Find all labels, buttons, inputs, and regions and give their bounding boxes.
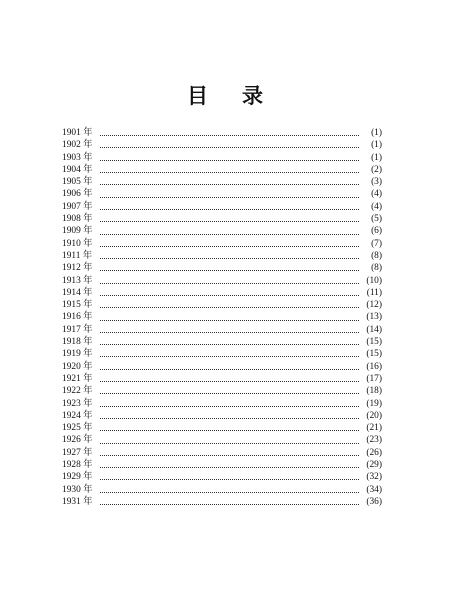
toc-entry-year: 1926 年 — [62, 435, 93, 446]
toc-dot-leader — [100, 171, 359, 173]
toc-dot-leader — [100, 331, 359, 333]
toc-entry[interactable] — [62, 434, 382, 446]
toc-entry-page-number: (2) — [371, 164, 382, 175]
toc-entry[interactable] — [62, 361, 382, 373]
toc-entry-page-number: (6) — [371, 226, 382, 237]
toc-entry-year: 1918 年 — [62, 337, 93, 348]
toc-entry-year: 1917 年 — [62, 324, 93, 335]
toc-dot-leader — [100, 442, 359, 444]
toc-entry-year: 1931 年 — [62, 496, 93, 507]
toc-dot-leader — [100, 220, 359, 222]
toc-dot-leader — [100, 282, 359, 284]
toc-entry-year: 1904 年 — [62, 164, 93, 175]
toc-dot-leader — [100, 478, 359, 480]
toc-entry-page-number: (36) — [366, 496, 382, 507]
toc-entry[interactable] — [62, 287, 382, 299]
toc-entry[interactable] — [62, 262, 382, 274]
toc-entry[interactable] — [62, 164, 382, 176]
table-of-contents — [62, 127, 382, 508]
toc-entry-page-number: (15) — [366, 337, 382, 348]
toc-entry[interactable] — [62, 188, 382, 200]
toc-entry-page-number: (7) — [371, 238, 382, 249]
toc-dot-leader — [100, 417, 359, 419]
toc-entry-year: 1930 年 — [62, 484, 93, 495]
toc-dot-leader — [100, 245, 359, 247]
toc-entry-page-number: (14) — [366, 324, 382, 335]
toc-entry[interactable] — [62, 275, 382, 287]
toc-entry[interactable] — [62, 250, 382, 262]
toc-entry-page-number: (18) — [366, 386, 382, 397]
toc-entry-page-number: (1) — [371, 128, 382, 138]
toc-entry[interactable] — [62, 201, 382, 213]
toc-entry-page-number: (19) — [366, 398, 382, 409]
toc-entry[interactable] — [62, 238, 382, 250]
toc-dot-leader — [100, 368, 359, 370]
toc-entry-page-number: (23) — [366, 435, 382, 446]
toc-entry[interactable] — [62, 385, 382, 397]
toc-dot-leader — [100, 257, 359, 259]
toc-entry-year: 1921 年 — [62, 373, 93, 384]
toc-dot-leader — [100, 466, 359, 468]
toc-dot-leader — [100, 405, 359, 407]
toc-entry-year: 1929 年 — [62, 472, 93, 483]
toc-dot-leader — [100, 491, 359, 493]
toc-dot-leader — [100, 454, 359, 456]
toc-entry-page-number: (15) — [366, 349, 382, 360]
toc-entry-page-number: (5) — [371, 214, 382, 225]
toc-entry[interactable] — [62, 152, 382, 164]
toc-entry-year: 1914 年 — [62, 287, 93, 298]
toc-entry-page-number: (32) — [366, 472, 382, 483]
toc-entry-year: 1902 年 — [62, 140, 93, 151]
title-char-2: 录 — [242, 84, 263, 108]
toc-dot-leader — [100, 134, 359, 136]
toc-entry-year: 1907 年 — [62, 201, 93, 212]
toc-entry-year: 1924 年 — [62, 410, 93, 421]
toc-entry[interactable] — [62, 324, 382, 336]
toc-dot-leader — [100, 380, 359, 382]
toc-dot-leader — [100, 392, 359, 394]
toc-entry-year: 1916 年 — [62, 312, 93, 323]
toc-entry-page-number: (4) — [371, 201, 382, 212]
toc-entry-page-number: (8) — [371, 250, 382, 261]
toc-entry-page-number: (3) — [371, 177, 382, 188]
toc-entry[interactable] — [62, 311, 382, 323]
toc-dot-leader — [100, 146, 359, 148]
toc-entry-page-number: (1) — [371, 152, 382, 163]
toc-entry[interactable] — [62, 348, 382, 360]
toc-entry[interactable] — [62, 496, 382, 508]
toc-dot-leader — [100, 343, 359, 345]
toc-entry-page-number: (10) — [366, 275, 382, 286]
toc-entry[interactable] — [62, 336, 382, 348]
toc-entry[interactable] — [62, 484, 382, 496]
toc-entry-year: 1911 年 — [62, 250, 93, 261]
toc-entry[interactable] — [62, 398, 382, 410]
toc-entry-year: 1920 年 — [62, 361, 93, 372]
toc-entry-page-number: (29) — [366, 460, 382, 471]
toc-entry-year: 1922 年 — [62, 386, 93, 397]
toc-entry[interactable] — [62, 447, 382, 459]
toc-entry-page-number: (16) — [366, 361, 382, 372]
toc-dot-leader — [100, 294, 359, 296]
toc-entry[interactable] — [62, 373, 382, 385]
page-title — [0, 80, 450, 110]
toc-entry-page-number: (20) — [366, 410, 382, 421]
toc-dot-leader — [100, 319, 359, 321]
toc-entry-year: 1908 年 — [62, 214, 93, 225]
toc-entry-page-number: (34) — [366, 484, 382, 495]
toc-entry-year: 1928 年 — [62, 460, 93, 471]
toc-dot-leader — [100, 159, 359, 161]
toc-entry[interactable] — [62, 127, 382, 139]
toc-entry[interactable] — [62, 299, 382, 311]
toc-entry[interactable] — [62, 410, 382, 422]
toc-entry-page-number: (8) — [371, 263, 382, 274]
toc-entry-year: 1912 年 — [62, 263, 93, 274]
toc-entry[interactable] — [62, 176, 382, 188]
toc-entry-page-number: (17) — [366, 373, 382, 384]
toc-entry-year: 1927 年 — [62, 447, 93, 458]
toc-entry[interactable] — [62, 471, 382, 483]
toc-entry-year: 1910 年 — [62, 238, 93, 249]
toc-entry-year: 1905 年 — [62, 177, 93, 188]
toc-entry[interactable] — [62, 213, 382, 225]
toc-entry-year: 1913 年 — [62, 275, 93, 286]
toc-entry[interactable] — [62, 225, 382, 237]
toc-dot-leader — [100, 503, 359, 505]
toc-entry-year: 1906 年 — [62, 189, 93, 200]
toc-entry-year: 1915 年 — [62, 300, 93, 311]
toc-entry-page-number: (26) — [366, 447, 382, 458]
toc-dot-leader — [100, 208, 359, 210]
toc-dot-leader — [100, 196, 359, 198]
toc-entry[interactable] — [62, 459, 382, 471]
toc-dot-leader — [100, 233, 359, 235]
toc-entry-year: 1925 年 — [62, 423, 93, 434]
toc-entry-page-number: (21) — [366, 423, 382, 434]
toc-entry-page-number: (4) — [371, 189, 382, 200]
toc-entry-year: 1903 年 — [62, 152, 93, 163]
toc-entry-page-number: (11) — [366, 287, 382, 298]
toc-entry-year: 1919 年 — [62, 349, 93, 360]
toc-entry-year: 1923 年 — [62, 398, 93, 409]
toc-dot-leader — [100, 269, 359, 271]
toc-entry-year: 1901 年 — [62, 128, 93, 138]
toc-dot-leader — [100, 355, 359, 357]
toc-dot-leader — [100, 306, 359, 308]
toc-entry-page-number: (13) — [366, 312, 382, 323]
toc-entry-year: 1909 年 — [62, 226, 93, 237]
title-char-1: 目 — [187, 84, 208, 108]
toc-dot-leader — [100, 183, 359, 185]
toc-entry[interactable] — [62, 139, 382, 151]
toc-entry[interactable] — [62, 422, 382, 434]
toc-entry-page-number: (1) — [371, 140, 382, 151]
toc-entry-page-number: (12) — [366, 300, 382, 311]
toc-dot-leader — [100, 429, 359, 431]
